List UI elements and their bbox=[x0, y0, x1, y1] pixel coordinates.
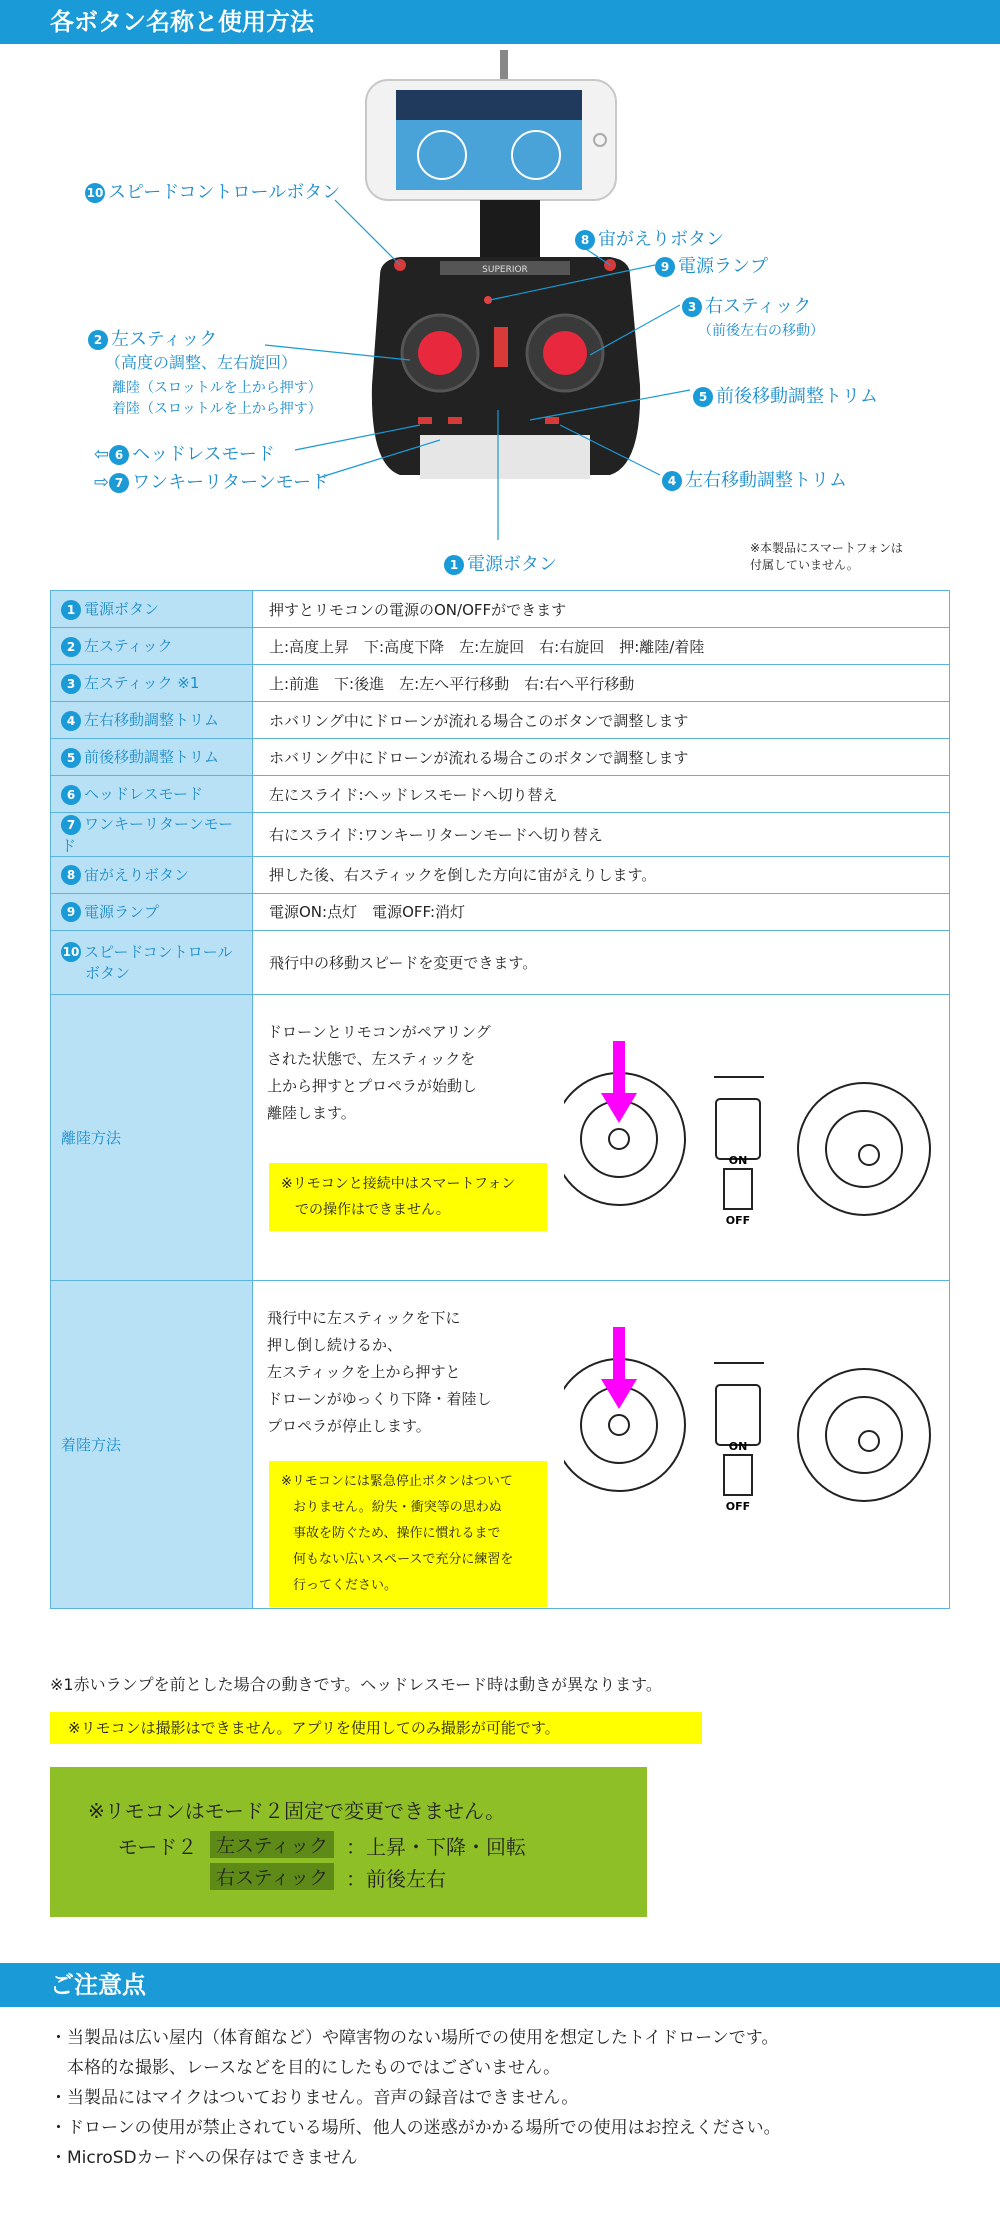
num-badge: 6 bbox=[61, 785, 81, 805]
table-value-cell: 左にスライド:ヘッドレスモードへ切り替え bbox=[253, 776, 950, 813]
table-value-cell: 飛行中の移動スピードを変更できます。 bbox=[253, 930, 950, 994]
section-title: 各ボタン名称と使用方法 bbox=[50, 8, 314, 36]
callout-text: 右スティック bbox=[705, 296, 812, 317]
spec-table bbox=[50, 590, 950, 1609]
table-row bbox=[51, 665, 950, 702]
text-line: 事故を防ぐため、操作に慣れるまで bbox=[293, 1525, 501, 1541]
table-key-cell bbox=[51, 930, 253, 994]
text-line: ドローンがゆっくり下降・着陸し bbox=[267, 1389, 492, 1408]
table-key-text: 電源ランプ bbox=[84, 902, 160, 921]
landing-key-text: 着陸方法 bbox=[61, 1435, 122, 1454]
on-label: ON bbox=[728, 1439, 748, 1453]
table-value-cell: ホバリング中にドローンが流れる場合このボタンで調整します bbox=[253, 739, 950, 776]
text-line: 左スティックを上から押すと bbox=[267, 1362, 461, 1381]
line-c3 bbox=[590, 305, 680, 355]
callout-flip bbox=[575, 225, 724, 251]
callout-left-stick bbox=[88, 325, 217, 351]
push-down-arrow-shaft bbox=[613, 1327, 625, 1381]
table-key-text: スピードコントロール bbox=[84, 942, 233, 961]
brand-text: SUPERIOR bbox=[482, 265, 528, 275]
num-badge: 2 bbox=[61, 637, 81, 657]
table-key-cell bbox=[51, 665, 253, 702]
text-line: での操作はできません。 bbox=[295, 1201, 450, 1218]
num-badge: 9 bbox=[655, 257, 675, 277]
takeoff-description bbox=[267, 1019, 491, 1127]
landing-key bbox=[51, 1280, 253, 1608]
callout-text: 宙がえりボタン bbox=[598, 229, 724, 250]
table-value-cell: ホバリング中にドローンが流れる場合このボタンで調整します bbox=[253, 702, 950, 739]
takeoff-row bbox=[51, 994, 950, 1280]
text-line: された状態で、左スティックを bbox=[267, 1049, 476, 1068]
off-label: OFF bbox=[725, 1499, 751, 1513]
table-row bbox=[51, 628, 950, 665]
callout-one-key-return bbox=[94, 468, 329, 494]
table-key-text: 左スティック ※1 bbox=[84, 674, 200, 693]
left-stick-desc: ：上昇・下降・回転 bbox=[346, 1835, 526, 1859]
callout-trim-fb bbox=[693, 382, 878, 408]
list-item: ・当製品は広い屋内（体育館など）や障害物のない場所での使用を想定したトイドローンです。 bbox=[50, 2028, 779, 2048]
landing-note bbox=[269, 1461, 547, 1607]
num-badge: 8 bbox=[575, 230, 595, 250]
callout-text: 左右移動調整トリム bbox=[685, 470, 847, 491]
callout-lines bbox=[0, 0, 1000, 600]
table-key-text: ヘッドレスモード bbox=[84, 785, 203, 804]
table-row bbox=[51, 776, 950, 813]
num-badge: 1 bbox=[444, 555, 464, 575]
table-value-cell: 上:高度上昇 下:高度下降 左:左旋回 右:右旋回 押:離陸/着陸 bbox=[253, 628, 950, 665]
callout-left-stick-sub2: 離陸（スロットルを上から押す） bbox=[112, 380, 322, 396]
list-item: 本格的な撮影、レースなどを目的にしたものではございません。 bbox=[50, 2058, 561, 2078]
takeoff-key-text: 離陸方法 bbox=[61, 1128, 122, 1147]
footnote-lamp: ※1赤いランプを前とした場合の動きです。ヘッドレスモード時は動きが異なります。 bbox=[50, 1675, 662, 1694]
callout-power-button bbox=[444, 550, 557, 576]
section-header-notes bbox=[0, 1963, 1000, 2007]
on-label: ON bbox=[728, 1153, 748, 1167]
table-row bbox=[51, 813, 950, 857]
takeoff-value bbox=[253, 994, 950, 1280]
num-badge: 8 bbox=[61, 865, 81, 885]
arrow-right-icon: ⇨ bbox=[94, 472, 110, 493]
num-badge: 5 bbox=[61, 748, 81, 768]
num-badge: 3 bbox=[61, 674, 81, 694]
callout-text: 電源ボタン bbox=[467, 554, 557, 575]
callout-text: スピードコントロールボタン bbox=[108, 182, 341, 203]
line-c6 bbox=[295, 425, 420, 450]
phone-not-included-note: ※本製品にスマートフォンは 付属していません。 bbox=[750, 541, 903, 572]
callout-text: 前後移動調整トリム bbox=[716, 386, 878, 407]
callout-left-stick-sub1: （高度の調整、左右旋回） bbox=[105, 353, 298, 372]
callout-power-lamp bbox=[655, 252, 768, 278]
right-stick-desc: ：前後左右 bbox=[346, 1867, 446, 1891]
table-row bbox=[51, 591, 950, 628]
callout-left-stick-sub3: 着陸（スロットルを上から押す） bbox=[112, 401, 322, 417]
table-row bbox=[51, 856, 950, 893]
num-badge: 5 bbox=[693, 387, 713, 407]
text-line: ※リモコンには緊急停止ボタンはついて bbox=[281, 1473, 513, 1489]
table-value-cell: 押すとリモコンの電源のON/OFFができます bbox=[253, 591, 950, 628]
callout-right-stick bbox=[682, 292, 811, 318]
push-down-arrow-shaft bbox=[613, 1041, 625, 1095]
num-badge: 9 bbox=[61, 902, 81, 922]
mode-info-box bbox=[50, 1767, 647, 1917]
table-row bbox=[51, 739, 950, 776]
text-line: おりません。紛失・衝突等の思わぬ bbox=[293, 1499, 502, 1515]
table-key-cell bbox=[51, 893, 253, 930]
text-line: ドローンとリモコンがペアリング bbox=[267, 1022, 491, 1041]
text-line: 上から押すとプロペラが始動し bbox=[267, 1076, 478, 1095]
callout-text: 電源ランプ bbox=[678, 256, 768, 277]
table-row bbox=[51, 930, 950, 994]
table-key-cell bbox=[51, 702, 253, 739]
num-badge: 7 bbox=[109, 473, 129, 493]
off-label: OFF bbox=[725, 1213, 751, 1227]
list-item: ・MicroSDカードへの保存はできません bbox=[50, 2148, 358, 2168]
notes-list bbox=[50, 2023, 970, 2173]
text-line: 飛行中に左スティックを下に bbox=[267, 1308, 461, 1327]
text-line: 何もない広いスペースで充分に練習を bbox=[293, 1551, 514, 1567]
list-item: ・ドローンの使用が禁止されている場所、他人の迷惑がかかる場所での使用はお控えください。 bbox=[50, 2118, 781, 2138]
table-key-text: 前後移動調整トリム bbox=[84, 748, 220, 767]
table-key-cell bbox=[51, 856, 253, 893]
table-key-cell bbox=[51, 813, 253, 857]
text-line: プロペラが停止します。 bbox=[267, 1416, 431, 1435]
takeoff-diagram bbox=[564, 1019, 934, 1255]
arrow-left-icon: ⇦ bbox=[94, 444, 110, 465]
text-line: ※リモコンと接続中はスマートフォン bbox=[281, 1175, 516, 1192]
callout-headless bbox=[94, 440, 275, 466]
num-badge: 6 bbox=[109, 445, 129, 465]
table-key-cell bbox=[51, 591, 253, 628]
line-c9 bbox=[490, 265, 655, 300]
line-c4 bbox=[560, 425, 660, 475]
table-key-text: 宙がえりボタン bbox=[84, 865, 190, 884]
line-c10 bbox=[335, 200, 400, 265]
table-key-cell bbox=[51, 739, 253, 776]
line-c7 bbox=[318, 440, 440, 478]
table-row bbox=[51, 702, 950, 739]
callout-trim-lr bbox=[662, 466, 847, 492]
takeoff-note bbox=[269, 1163, 547, 1231]
list-item: ・当製品にはマイクはついておりません。音声の録音はできません。 bbox=[50, 2088, 579, 2108]
callout-text: ワンキーリターンモード bbox=[132, 472, 330, 493]
table-key-text: ワンキーリターンモード bbox=[61, 815, 234, 855]
table-key-text: 左右移動調整トリム bbox=[84, 711, 220, 730]
table-value-cell: 上:前進 下:後進 左:左へ平行移動 右:右へ平行移動 bbox=[253, 665, 950, 702]
left-stick-tag: 左スティック bbox=[210, 1831, 334, 1858]
table-key-cell bbox=[51, 776, 253, 813]
num-badge: 10 bbox=[61, 942, 81, 962]
num-badge: 4 bbox=[662, 471, 682, 491]
num-badge: 7 bbox=[61, 815, 81, 835]
callout-text: ヘッドレスモード bbox=[132, 444, 275, 465]
line-c5 bbox=[530, 390, 690, 420]
section-title: ご注意点 bbox=[50, 1971, 146, 1999]
num-badge: 1 bbox=[61, 600, 81, 620]
takeoff-key bbox=[51, 994, 253, 1280]
table-value-cell: 電源ON:点灯 電源OFF:消灯 bbox=[253, 893, 950, 930]
footnote-camera: ※リモコンは撮影はできません。アプリを使用してのみ撮影が可能です。 bbox=[50, 1712, 702, 1744]
right-stick-tag: 右スティック bbox=[210, 1863, 334, 1890]
landing-value bbox=[253, 1280, 950, 1608]
callout-text: 左スティック bbox=[111, 329, 218, 350]
mode-title: ※リモコンはモード２固定で変更できません。 bbox=[88, 1799, 506, 1823]
text-line: 押し倒し続けるか、 bbox=[267, 1335, 403, 1354]
landing-row bbox=[51, 1280, 950, 1608]
table-key-text-2: ボタン bbox=[85, 964, 131, 983]
landing-description bbox=[267, 1305, 492, 1440]
callout-right-stick-sub: （前後左右の移動） bbox=[698, 323, 824, 339]
table-key-cell bbox=[51, 628, 253, 665]
table-value-cell: 押した後、右スティックを倒した方向に宙がえりします。 bbox=[253, 856, 950, 893]
mode-label: モード２ bbox=[118, 1835, 198, 1859]
landing-diagram bbox=[564, 1305, 934, 1541]
num-badge: 3 bbox=[682, 297, 702, 317]
text-line: 離陸します。 bbox=[267, 1103, 356, 1122]
table-row bbox=[51, 893, 950, 930]
num-badge: 4 bbox=[61, 711, 81, 731]
num-badge: 2 bbox=[88, 330, 108, 350]
num-badge: 10 bbox=[85, 183, 105, 203]
table-value-cell: 右にスライド:ワンキーリターンモードへ切り替え bbox=[253, 813, 950, 857]
table-key-text: 左スティック bbox=[84, 637, 173, 656]
callout-speed-control bbox=[85, 178, 340, 204]
table-key-text: 電源ボタン bbox=[84, 600, 160, 619]
text-line: 行ってください。 bbox=[293, 1577, 398, 1593]
